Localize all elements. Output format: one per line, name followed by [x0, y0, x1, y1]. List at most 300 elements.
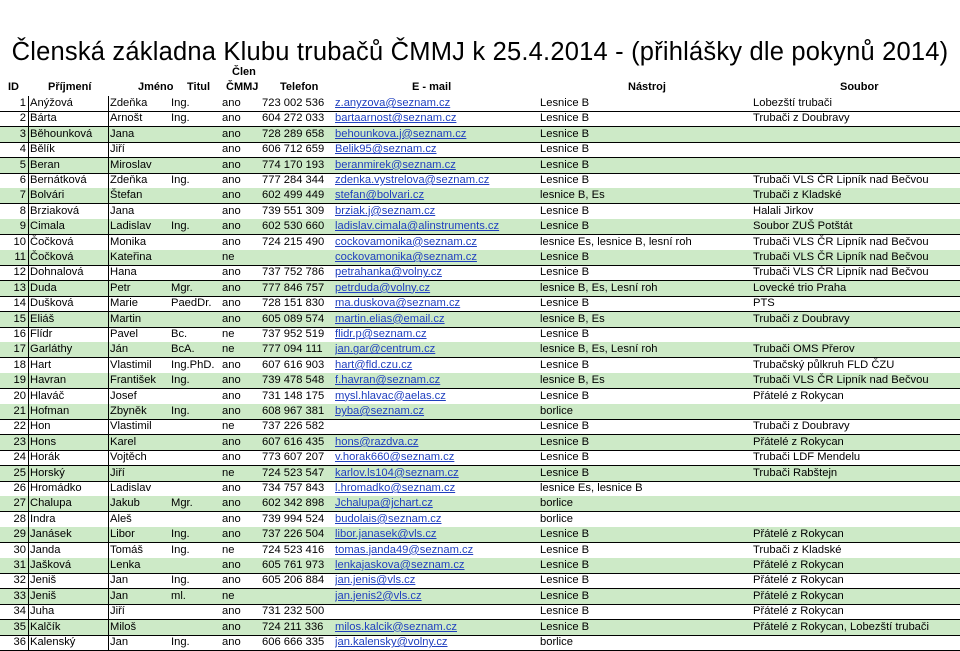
cell-jmeno: Martin	[110, 312, 142, 325]
email-link[interactable]: ladislav.cimala@alinstruments.cz	[335, 220, 500, 233]
cell-clen: ano	[222, 312, 241, 325]
row-id: 16	[13, 328, 26, 340]
cell-prijmeni: Juha	[30, 605, 55, 618]
cell-prijmeni: Bárta	[30, 112, 57, 125]
cell-prijmeni: Horský	[30, 466, 65, 479]
email-link[interactable]: brziak.j@seznam.cz	[335, 204, 436, 217]
cell-email	[335, 204, 535, 219]
cell-titul: PaedDr.	[171, 297, 212, 310]
cell-telefon: 731 148 175	[262, 389, 325, 402]
email-link[interactable]: jan.kalensky@volny.cz	[335, 636, 448, 648]
cell-telefon: 734 757 843	[262, 482, 325, 494]
row-id: 1	[19, 97, 26, 109]
cell-nastroj: borlice	[540, 405, 573, 417]
cell-prijmeni: Jeniš	[30, 574, 57, 587]
cell-jmeno: Jana	[110, 204, 135, 217]
cell-prijmeni: Indra	[30, 512, 56, 525]
table-row	[0, 265, 960, 280]
cell-telefon: 602 342 898	[262, 497, 325, 510]
table-row	[0, 450, 960, 465]
cell-soubor: Trubači LDF Mendelu	[753, 451, 861, 464]
email-link[interactable]: tomas.janda49@seznam.cz	[335, 543, 474, 556]
email-link[interactable]: beranmirek@seznam.cz	[335, 158, 456, 171]
cell-clen: ano	[222, 605, 241, 618]
cell-clen: ano	[222, 620, 241, 633]
cell-email	[335, 219, 535, 234]
row-id: 3	[19, 127, 26, 140]
cell-telefon: 607 616 435	[262, 435, 325, 448]
cell-prijmeni: Čočková	[30, 251, 74, 263]
cell-prijmeni: Cimala	[30, 220, 65, 233]
email-link[interactable]: flidr.p@seznam.cz	[335, 328, 427, 340]
row-id: 18	[13, 358, 26, 371]
email-link[interactable]: Jchalupa@jchart.cz	[335, 497, 433, 510]
cell-telefon: 777 094 111	[262, 343, 323, 356]
row-id: 13	[13, 281, 26, 294]
cell-email	[335, 496, 535, 511]
table-row	[0, 635, 960, 650]
table-row	[0, 188, 960, 203]
cell-nastroj: lesnice B, Es	[540, 189, 605, 202]
row-id: 2	[19, 112, 26, 125]
cell-jmeno: Štefan	[110, 189, 143, 202]
cell-soubor: Trubači VLS ČR Lipník nad Bečvou	[753, 235, 929, 248]
row-id: 12	[13, 266, 26, 279]
table-row	[0, 281, 960, 296]
email-link[interactable]: v.horak660@seznam.cz	[335, 451, 455, 464]
cell-telefon: 774 170 193	[262, 158, 325, 171]
cell-nastroj: borlice	[540, 636, 573, 648]
cell-nastroj: Lesnice B	[540, 204, 590, 217]
cell-telefon: 605 089 574	[262, 312, 325, 325]
cell-titul: Ing.	[171, 528, 190, 541]
cell-soubor: Přátelé z Rokycan, Lobezští trubači	[753, 620, 929, 633]
row-id: 27	[13, 497, 26, 510]
table-row	[0, 373, 960, 388]
cell-email	[335, 450, 535, 465]
cell-nastroj: Lesnice B	[540, 297, 590, 310]
email-link[interactable]: bartaarnost@seznam.cz	[335, 112, 457, 125]
table-row	[0, 404, 960, 419]
cell-jmeno: Kateřina	[110, 251, 152, 263]
cell-email	[335, 235, 535, 250]
column-divider	[108, 96, 109, 651]
cell-clen: ano	[222, 97, 241, 109]
row-id: 21	[13, 405, 26, 417]
cell-telefon: 731 232 500	[262, 605, 325, 618]
row-id: 26	[13, 482, 26, 494]
email-link[interactable]: jan.jenis2@vls.cz	[335, 589, 422, 602]
table-row	[0, 358, 960, 373]
cell-jmeno: Vlastimil	[110, 420, 152, 433]
cell-titul: Ing.	[171, 405, 190, 417]
cell-jmeno: Jiří	[110, 605, 125, 618]
cell-telefon: 737 752 786	[262, 266, 325, 279]
cell-titul: Mgr.	[171, 497, 193, 510]
cell-nastroj: lesnice B, Es	[540, 312, 605, 325]
cell-prijmeni: Flídr	[30, 328, 53, 340]
cell-email	[335, 173, 535, 188]
cell-telefon: 608 967 381	[262, 405, 325, 417]
cell-prijmeni: Hromádko	[30, 482, 82, 494]
cell-jmeno: Vlastimil	[110, 358, 152, 371]
page-title: Členská základna Klubu trubačů ČMMJ k 25.4.2014 - (přihlášky dle pokynů 2014)	[11, 38, 949, 66]
row-id: 36	[13, 636, 26, 648]
email-link[interactable]: hart@fld.czu.cz	[335, 358, 413, 371]
cell-nastroj: Lesnice B	[540, 589, 590, 602]
cell-email	[335, 635, 535, 650]
cell-email	[335, 389, 535, 404]
cell-email	[335, 142, 535, 157]
cell-nastroj: Lesnice B	[540, 158, 590, 171]
header-titul: Titul	[187, 81, 211, 93]
cell-nastroj: Lesnice B	[540, 174, 590, 186]
cell-clen: ne	[222, 251, 235, 263]
cell-email	[335, 481, 535, 496]
cell-telefon: 607 616 903	[262, 358, 325, 371]
cell-clen: ano	[222, 127, 241, 140]
table-row	[0, 435, 960, 450]
table-row	[0, 158, 960, 173]
cell-soubor: Přátelé z Rokycan	[753, 589, 844, 602]
cell-nastroj: Lesnice B	[540, 389, 590, 402]
cell-telefon: 728 289 658	[262, 127, 325, 140]
cell-telefon: 724 523 416	[262, 543, 325, 556]
cell-prijmeni: Duda	[30, 281, 57, 294]
row-id: 7	[19, 189, 26, 202]
cell-prijmeni: Kalčík	[30, 620, 61, 633]
cell-soubor: PTS	[753, 297, 775, 310]
cell-jmeno: Zdeňka	[110, 97, 148, 109]
cell-telefon: 739 551 309	[262, 204, 325, 217]
cell-nastroj: Lesnice B	[540, 435, 590, 448]
table-row	[0, 573, 960, 588]
cell-clen: ano	[222, 189, 241, 202]
cell-email	[335, 466, 535, 481]
cell-prijmeni: Běhounková	[30, 127, 93, 140]
cell-clen: ano	[222, 528, 241, 541]
cell-email	[335, 250, 535, 265]
cell-email	[335, 96, 535, 111]
email-link[interactable]: Belik95@seznam.cz	[335, 143, 437, 156]
cell-email	[335, 127, 535, 142]
email-link[interactable]: mysl.hlavac@aelas.cz	[335, 389, 446, 402]
cell-titul: Ing.	[171, 220, 190, 233]
cell-telefon: 737 952 519	[262, 328, 325, 340]
cell-clen: ano	[222, 389, 241, 402]
cell-prijmeni: Jašková	[30, 559, 72, 571]
cell-prijmeni: Havran	[30, 374, 67, 387]
cell-nastroj: Lesnice B	[540, 574, 590, 587]
cell-jmeno: Miroslav	[110, 158, 152, 171]
email-link[interactable]: milos.kalcik@seznam.cz	[335, 620, 458, 633]
cell-clen: ano	[222, 574, 241, 587]
cell-titul: BcA.	[171, 343, 195, 356]
cell-clen: ne	[222, 543, 235, 556]
cell-email	[335, 527, 535, 542]
cell-prijmeni: Janásek	[30, 528, 72, 541]
table-row	[0, 589, 960, 604]
cell-prijmeni: Garláthy	[30, 343, 73, 356]
table-row	[0, 481, 960, 496]
email-link[interactable]: petrahanka@volny.cz	[335, 266, 442, 279]
cell-clen: ano	[222, 559, 241, 571]
cell-jmeno: František	[110, 374, 157, 387]
cell-clen: ano	[222, 266, 241, 279]
row-id: 35	[13, 620, 26, 633]
cell-telefon: 737 226 504	[262, 528, 325, 541]
table-row	[0, 604, 960, 619]
cell-soubor: Přátelé z Rokycan	[753, 559, 844, 571]
cell-prijmeni: Hon	[30, 420, 51, 433]
header-prijmeni: Příjmení	[48, 81, 92, 93]
cell-email	[335, 158, 535, 173]
email-link[interactable]: lenkajaskova@seznam.cz	[335, 559, 465, 571]
cell-nastroj: lesnice Es, lesnice B	[540, 482, 643, 494]
cell-email	[335, 342, 535, 357]
cell-titul: Ing.	[171, 97, 190, 109]
table-row	[0, 466, 960, 481]
row-id: 30	[13, 543, 26, 556]
cell-clen: ne	[222, 466, 235, 479]
cell-jmeno: Miloš	[110, 620, 137, 633]
cell-telefon: 724 523 547	[262, 466, 325, 479]
cell-clen: ano	[222, 636, 241, 648]
cell-email	[335, 188, 535, 203]
cell-clen: ano	[222, 358, 241, 371]
table-row	[0, 527, 960, 542]
cell-jmeno: Jana	[110, 127, 135, 140]
table-header	[0, 64, 960, 96]
row-id: 20	[13, 389, 26, 402]
cell-jmeno: Marie	[110, 297, 138, 310]
table-row	[0, 296, 960, 311]
row-id: 17	[13, 343, 26, 356]
cell-telefon: 777 846 757	[262, 281, 325, 294]
cell-email	[335, 620, 535, 635]
cell-prijmeni: Hons	[30, 435, 57, 448]
cell-telefon: 739 478 548	[262, 374, 325, 387]
cell-email	[335, 512, 535, 527]
email-link[interactable]: jan.gar@centrum.cz	[335, 343, 436, 356]
cell-nastroj: Lesnice B	[540, 143, 590, 156]
cell-email	[335, 312, 535, 327]
cell-soubor: Přátelé z Rokycan	[753, 605, 844, 618]
cell-soubor: Přátelé z Rokycan	[753, 389, 844, 402]
cell-soubor: Trubači z Doubravy	[753, 420, 850, 433]
row-id: 10	[13, 235, 26, 248]
header-email: E - mail	[412, 81, 452, 93]
email-link[interactable]: petrduda@volny.cz	[335, 281, 431, 294]
row-id: 29	[13, 528, 26, 541]
cell-soubor: Trubači VLS ČR Lipník nad Bečvou	[753, 266, 929, 279]
cell-telefon: 605 761 973	[262, 559, 325, 571]
header-jmeno: Jméno	[138, 81, 174, 93]
email-link[interactable]: budolais@seznam.cz	[335, 512, 442, 525]
cell-prijmeni: Dušková	[30, 297, 74, 310]
row-id: 15	[13, 312, 26, 325]
cell-clen: ano	[222, 281, 241, 294]
table-row	[0, 235, 960, 250]
table-row	[0, 419, 960, 434]
row-id: 19	[13, 374, 26, 387]
row-id: 31	[13, 559, 26, 571]
cell-clen: ne	[222, 343, 235, 356]
email-link[interactable]: zdenka.vystrelova@seznam.cz	[335, 174, 490, 186]
cell-telefon: 723 002 536	[262, 97, 325, 109]
cell-titul: Ing.	[171, 374, 190, 387]
cell-titul: Mgr.	[171, 281, 193, 294]
table-row	[0, 142, 960, 157]
cell-nastroj: Lesnice B	[540, 127, 590, 140]
cell-titul: Ing.	[171, 543, 190, 556]
cell-prijmeni: Beran	[30, 158, 60, 171]
cell-email	[335, 435, 535, 450]
table-row	[0, 111, 960, 126]
cell-clen: ano	[222, 235, 241, 248]
cell-titul: Ing.	[171, 574, 190, 587]
email-link[interactable]: stefan@bolvari.cz	[335, 189, 425, 202]
cell-email	[335, 573, 535, 588]
cell-jmeno: Ladislav	[110, 482, 152, 494]
header-soubor: Soubor	[840, 81, 879, 93]
cell-clen: ano	[222, 143, 241, 156]
row-id: 28	[13, 512, 26, 525]
cell-jmeno: Libor	[110, 528, 135, 541]
cell-jmeno: Zdeňka	[110, 174, 148, 186]
email-link[interactable]: f.havran@seznam.cz	[335, 374, 441, 387]
email-link[interactable]: jan.jenis@vls.cz	[335, 574, 416, 587]
cell-clen: ano	[222, 112, 241, 125]
cell-telefon: 773 607 207	[262, 451, 325, 464]
cell-jmeno: Jan	[110, 636, 129, 648]
cell-clen: ano	[222, 451, 241, 464]
cell-jmeno: Karel	[110, 435, 137, 448]
cell-clen: ano	[222, 435, 241, 448]
cell-clen: ne	[222, 328, 235, 340]
cell-jmeno: Jakub	[110, 497, 140, 510]
cell-prijmeni: Janda	[30, 543, 61, 556]
cell-nastroj: Lesnice B	[540, 451, 590, 464]
cell-prijmeni: Kalenský	[30, 636, 76, 648]
table-row	[0, 312, 960, 327]
table-row	[0, 219, 960, 234]
cell-email	[335, 265, 535, 280]
cell-jmeno: Jiří	[110, 143, 125, 156]
cell-nastroj: Lesnice B	[540, 328, 590, 340]
cell-clen: ano	[222, 497, 241, 510]
cell-clen: ano	[222, 174, 241, 186]
cell-nastroj: Lesnice B	[540, 358, 590, 371]
cell-nastroj: Lesnice B	[540, 112, 590, 125]
row-id: 9	[19, 220, 26, 233]
table-row	[0, 327, 960, 342]
cell-email	[335, 358, 535, 373]
cell-telefon: 604 272 033	[262, 112, 325, 125]
email-link[interactable]: behounkova.j@seznam.cz	[335, 127, 467, 140]
email-link[interactable]: cockovamonika@seznam.cz	[335, 251, 477, 263]
header-clen-line2: ČMMJ	[226, 81, 259, 93]
cell-soubor: Halali Jirkov	[753, 204, 814, 217]
cell-telefon: 724 215 490	[262, 235, 325, 248]
cell-clen: ano	[222, 297, 241, 310]
table-row	[0, 127, 960, 142]
cell-nastroj: Lesnice B	[540, 97, 590, 109]
table-row	[0, 496, 960, 511]
cell-nastroj: Lesnice B	[540, 543, 590, 556]
table-row	[0, 389, 960, 404]
row-id: 6	[19, 174, 26, 186]
email-link[interactable]: z.anyzova@seznam.cz	[335, 97, 451, 109]
email-link[interactable]: byba@seznam.cz	[335, 405, 425, 417]
email-link[interactable]: karlov.ls104@seznam.cz	[335, 466, 459, 479]
cell-email	[335, 543, 535, 558]
cell-email	[335, 327, 535, 342]
cell-jmeno: Jiří	[110, 466, 125, 479]
cell-clen: ano	[222, 204, 241, 217]
cell-soubor: Trubači VLS ČR Lipník nad Bečvou	[753, 374, 929, 387]
cell-soubor: Trubači z Kladské	[753, 543, 842, 556]
cell-jmeno: Hana	[110, 266, 137, 279]
cell-nastroj: lesnice B, Es, Lesní roh	[540, 281, 658, 294]
cell-jmeno: Tomáš	[110, 543, 143, 556]
cell-jmeno: Arnošt	[110, 112, 143, 125]
email-link[interactable]: martin.elias@email.cz	[335, 312, 445, 325]
cell-telefon: 724 211 336	[262, 620, 324, 633]
email-link[interactable]: libor.janasek@vls.cz	[335, 528, 437, 541]
cell-email	[335, 111, 535, 126]
cell-prijmeni: Hart	[30, 358, 52, 371]
cell-clen: ano	[222, 158, 241, 171]
cell-soubor: Přátelé z Rokycan	[753, 528, 844, 541]
cell-nastroj: lesnice Es, lesnice B, lesní roh	[540, 235, 692, 248]
row-id: 24	[13, 451, 26, 464]
cell-nastroj: Lesnice B	[540, 266, 590, 279]
email-link[interactable]: cockovamonika@seznam.cz	[335, 235, 477, 248]
cell-clen: ne	[222, 420, 235, 433]
cell-nastroj: borlice	[540, 512, 573, 525]
cell-clen: ne	[222, 589, 235, 602]
cell-jmeno: Pavel	[110, 328, 138, 340]
cell-jmeno: Aleš	[110, 512, 132, 525]
cell-telefon: 602 530 660	[262, 220, 325, 233]
cell-telefon: 606 666 335	[262, 636, 325, 648]
cell-nastroj: Lesnice B	[540, 528, 590, 541]
cell-jmeno: Ladislav	[110, 220, 152, 233]
email-link[interactable]: hons@razdva.cz	[335, 435, 419, 448]
cell-prijmeni: Horák	[30, 451, 60, 464]
row-id: 11	[14, 251, 26, 263]
table-row	[0, 204, 960, 219]
header-clen-line1: Člen	[232, 66, 256, 78]
row-id: 23	[13, 435, 26, 448]
cell-jmeno: Josef	[110, 389, 137, 402]
cell-telefon: 777 284 344	[262, 174, 325, 186]
cell-prijmeni: Eliáš	[30, 312, 55, 325]
cell-prijmeni: Chalupa	[30, 497, 72, 510]
cell-nastroj: lesnice B, Es	[540, 374, 605, 387]
cell-email	[335, 296, 535, 311]
cell-jmeno: Monika	[110, 235, 147, 248]
cell-soubor: Trubači z Doubravy	[753, 112, 850, 125]
email-link[interactable]: l.hromadko@seznam.cz	[335, 482, 456, 494]
email-link[interactable]: ma.duskova@seznam.cz	[335, 297, 461, 310]
cell-telefon: 737 226 582	[262, 420, 325, 433]
cell-soubor: Přátelé z Rokycan	[753, 574, 844, 587]
row-id: 32	[13, 574, 26, 587]
row-id: 22	[13, 420, 26, 433]
cell-nastroj: Lesnice B	[540, 220, 590, 233]
